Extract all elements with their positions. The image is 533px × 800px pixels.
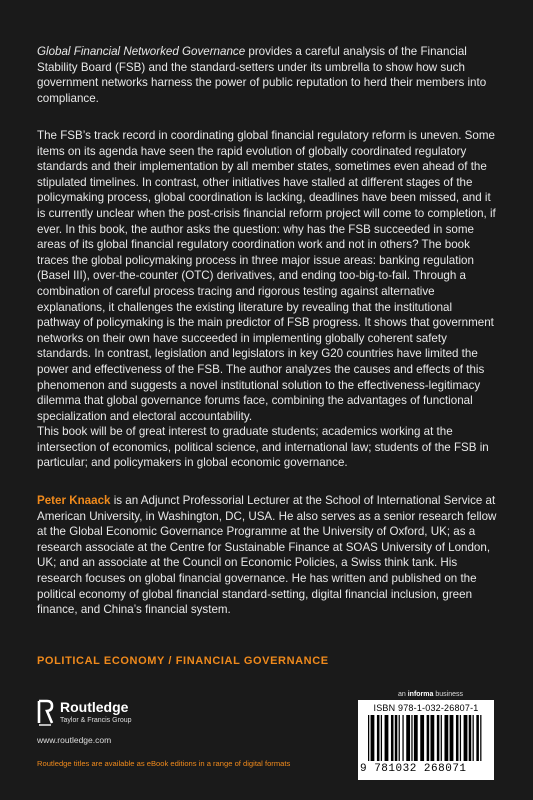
ebook-formats-note: Routledge titles are available as eBook editions in a range of digital formats xyxy=(37,759,291,768)
barcode-bars xyxy=(368,715,484,763)
barcode-bar xyxy=(381,715,382,761)
author-bio xyxy=(37,493,497,618)
barcode-bar xyxy=(480,715,481,761)
barcode-bar xyxy=(427,715,430,761)
barcode-bar xyxy=(399,715,400,761)
barcode-bar xyxy=(469,715,472,761)
body-paragraph: The FSB’s track record in coordinating global financial regulatory reform is uneven. Some items on its agenda have seen the rapid evolution of globally coordinated regulatory standards and their implementation by all member states, sometimes even ahead of the stipulated timelines. In contrast, other initiatives have stalled at different stages of the policymaking process, global coordination is lacking, deadlines have been missed, and it is currently unclear when the post-crisis financial reform project will come to completion, if ever. In this book, the author asks the question: why has the FSB succeeded in some areas of its global financial regulatory coordination work and not in others? The book traces the global policymaking process in three major issue areas: banking regulation (Basel III), over-the-counter (OTC) derivatives, and ending too-big-to-fail. Through a combination of careful process tracing and rigorous testing against alternative explanations, it challenges the existing literature by revealing that the institutional pathway of policymaking is the main predictor of FSB progress. It shows that government networks on their own have succeeded in implementing globally coherent safety standards. In contrast, legislation and legislators in key G20 countries have limited the power and effectiveness of the FSB. The author analyzes the causes and effects of this phenomenon and suggests a novel institutional solution to the effectiveness-legitimacy dilemma that global governance forums face, combining the advantages of functional specialization and electoral accountability. xyxy=(37,129,496,423)
barcode-bar xyxy=(464,715,468,761)
barcode-bar xyxy=(456,715,459,761)
publisher-group: Taylor & Francis Group xyxy=(60,717,132,724)
barcode-bar xyxy=(411,715,412,761)
audience-paragraph: This book will be of great interest to graduate students; academics working at the intersection of economics, political science, and international law; students of the FSB in particular; and policymakers in global economic governance. xyxy=(37,425,489,470)
author-name: Peter Knaack xyxy=(37,494,111,507)
publisher-name: Routledge xyxy=(60,699,129,715)
barcode-bar xyxy=(385,715,389,761)
barcode-bar xyxy=(402,715,403,761)
barcode-bar xyxy=(395,715,398,761)
informa-business-tag: an informa business xyxy=(398,691,463,698)
barcode-bar xyxy=(460,715,461,761)
publisher-logo xyxy=(37,699,145,729)
barcode-bar xyxy=(406,715,410,761)
intro-text: provides a careful analysis of the Financial Stability Board (FSB) and the standard-setters under its umbrella to show how such government networks harness the power of public reputation to herd their members into compliance. xyxy=(37,45,487,105)
barcode-bar xyxy=(437,715,440,761)
barcode-bar xyxy=(450,715,454,761)
barcode-bar xyxy=(371,715,375,761)
subject-category: POLITICAL ECONOMY / FINANCIAL GOVERNANCE xyxy=(37,655,329,667)
barcode-bar xyxy=(476,715,479,761)
barcode-bar xyxy=(430,715,434,761)
barcode-bar xyxy=(414,715,418,761)
barcode-bar xyxy=(441,715,442,761)
barcode-bar xyxy=(391,715,394,761)
barcode-bar xyxy=(420,715,424,761)
barcode-bar xyxy=(368,715,369,761)
barcode-bar xyxy=(444,715,448,761)
isbn-label: ISBN 978-1-032-26807-1 xyxy=(373,703,479,713)
barcode-digits: 9 781032 268071 xyxy=(360,763,467,775)
isbn-barcode xyxy=(358,700,494,780)
barcode-bar xyxy=(377,715,380,761)
barcode-bar xyxy=(473,715,474,761)
informa-brand: informa xyxy=(407,691,434,698)
routledge-logo-icon xyxy=(37,699,55,727)
book-title: Global Financial Networked Governance xyxy=(37,45,246,58)
intro-paragraph xyxy=(37,44,497,106)
publisher-website[interactable]: www.routledge.com xyxy=(37,735,112,745)
author-bio-text: is an Adjunct Professorial Lecturer at the School of International Service at American University, in Washington, DC, USA. He also serves as a senior research fellow at the Global Economic Governance Programme at the University of Oxford, UK; as a research associate at the Centre for Sustainable Finance at SOAS University of London, UK; and an associate at the Council on Economic Policies, a Swiss think tank. His research focuses on global financial governance. He has written and published on the political economy of global financial standard-setting, digital financial inclusion, green finance, and China’s financial system. xyxy=(37,494,497,617)
